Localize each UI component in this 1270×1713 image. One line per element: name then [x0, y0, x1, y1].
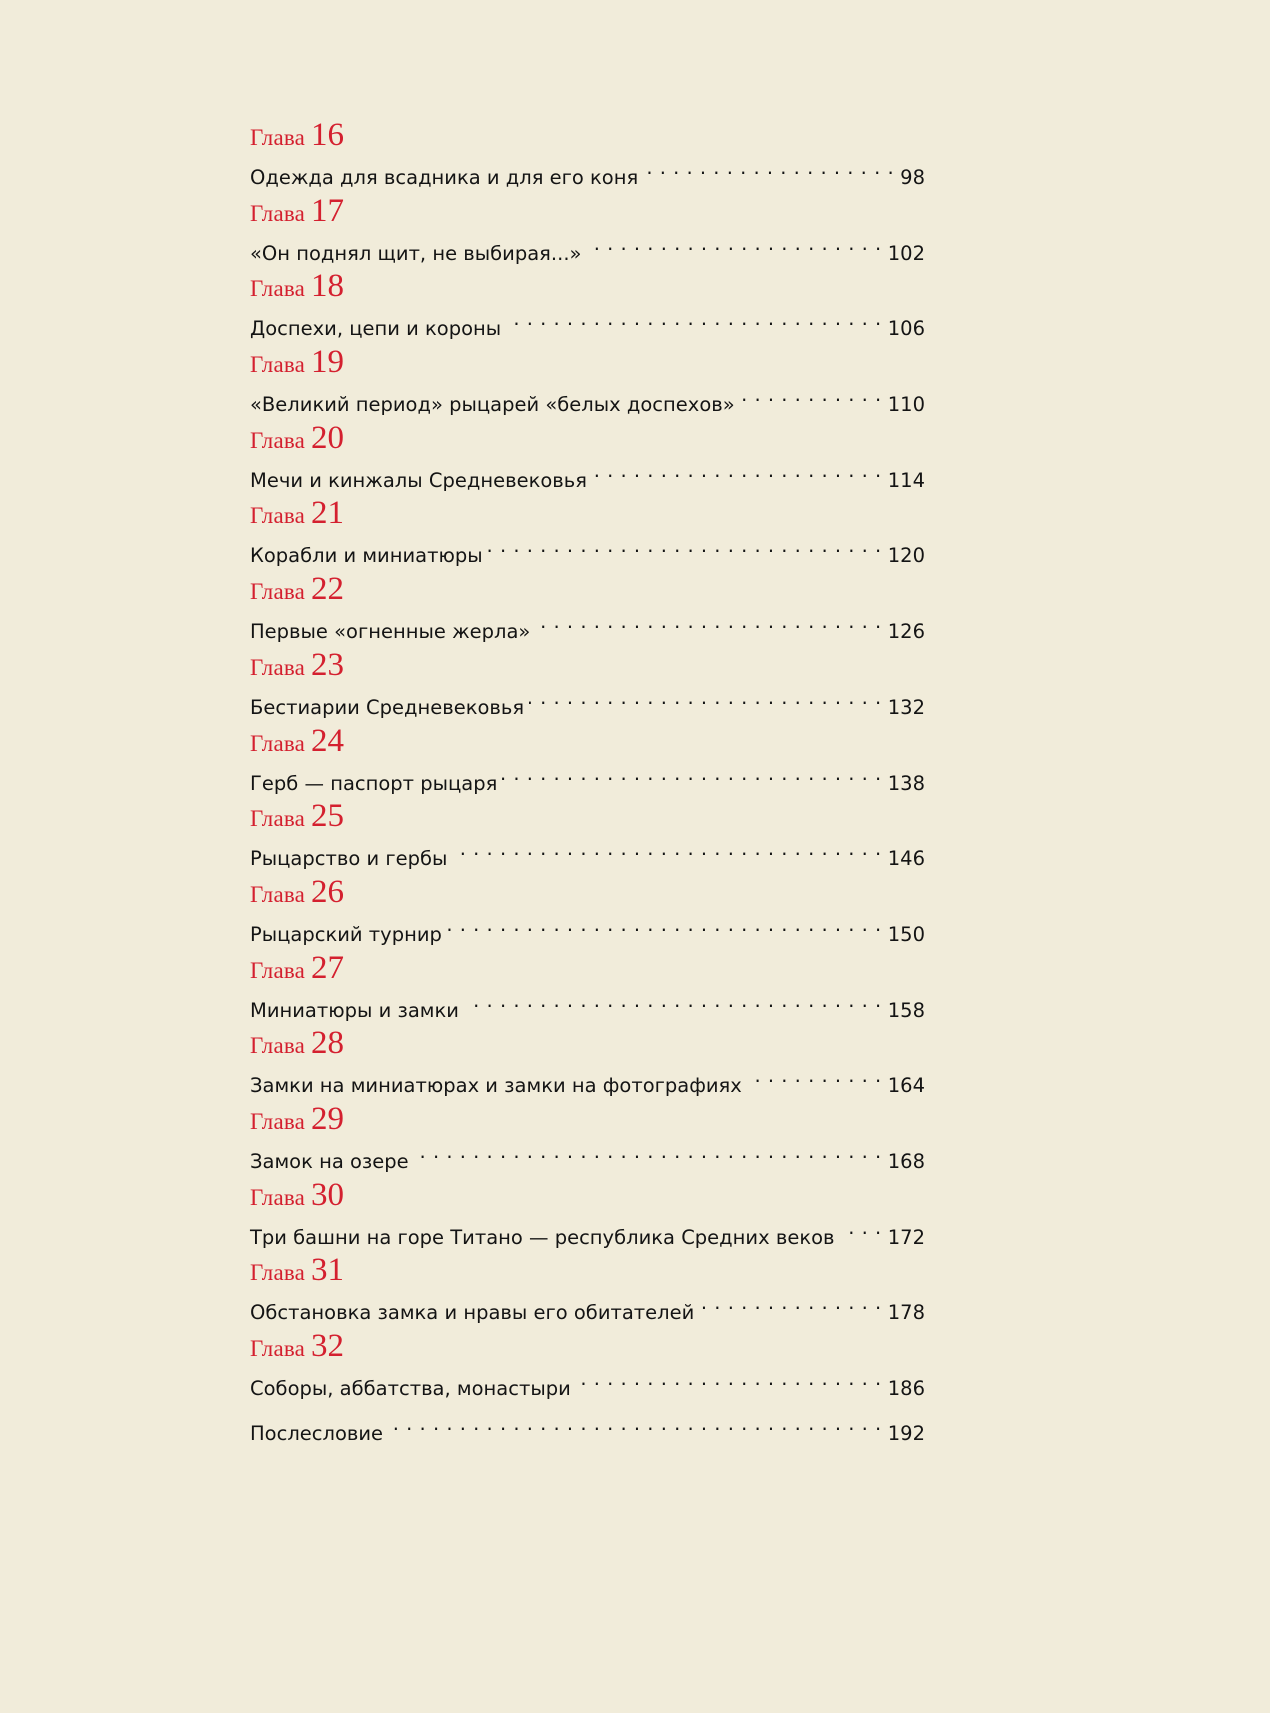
chapter-title: Обстановка замка и нравы его обитателей	[250, 1301, 695, 1325]
chapter-heading	[250, 421, 925, 455]
chapter-number: 19	[311, 344, 345, 381]
page-number: 106	[887, 317, 925, 341]
chapter-title: Рыцарство и гербы	[250, 847, 448, 871]
dot-leader	[586, 228, 881, 260]
chapter-title: Герб — паспорт рыцаря	[250, 771, 498, 795]
chapter-block	[250, 1102, 925, 1178]
page-number: 110	[887, 393, 925, 417]
dot-leader	[840, 1212, 882, 1244]
toc-entry[interactable]	[250, 833, 925, 871]
afterword-entry[interactable]	[250, 1408, 925, 1445]
chapter-number: 27	[311, 949, 345, 986]
dot-leader	[488, 530, 882, 562]
chapter-label: Глава	[250, 579, 306, 605]
chapter-block	[250, 875, 925, 951]
toc-entry[interactable]	[250, 530, 925, 568]
chapter-heading	[250, 1026, 925, 1060]
toc-entry[interactable]	[250, 606, 925, 644]
dot-leader	[535, 606, 881, 638]
table-of-contents	[250, 117, 925, 1445]
chapter-label: Глава	[250, 200, 306, 226]
chapter-label: Глава	[250, 957, 306, 983]
page-number: 178	[887, 1301, 925, 1325]
page-number: 126	[887, 620, 925, 644]
chapter-title: Мечи и кинжалы Средневековья	[250, 468, 587, 492]
chapter-title: Первые «огненные жерла»	[250, 620, 531, 644]
chapter-title: «Великий период» рыцарей «белых доспехов»	[250, 393, 735, 417]
dot-leader	[447, 909, 882, 941]
chapter-block	[250, 1178, 925, 1254]
chapter-label: Глава	[250, 503, 306, 529]
chapter-number: 17	[311, 192, 345, 229]
chapter-title: Замки на миниатюрах и замки на фотографиях	[250, 1074, 742, 1098]
chapter-number: 18	[311, 268, 345, 305]
chapter-heading	[250, 572, 925, 606]
page-number: 102	[887, 241, 925, 265]
chapter-number: 23	[311, 646, 345, 683]
dot-leader	[747, 1060, 882, 1092]
toc-entry[interactable]	[250, 758, 925, 795]
chapter-title: Бестиарии Средневековья	[250, 695, 525, 719]
chapter-label: Глава	[250, 1033, 306, 1059]
chapter-number: 20	[311, 419, 345, 456]
chapter-heading	[250, 1178, 925, 1212]
chapter-number: 32	[311, 1328, 345, 1364]
chapter-heading	[250, 1329, 925, 1363]
chapter-block	[250, 118, 925, 194]
chapter-label: Глава	[250, 1260, 306, 1286]
chapter-label: Глава	[250, 352, 306, 378]
chapter-heading	[250, 875, 925, 909]
page-number: 172	[887, 1225, 925, 1249]
chapter-block	[250, 1253, 925, 1329]
page-number: 186	[887, 1377, 925, 1400]
chapter-title: Миниатюры и замки	[250, 998, 459, 1022]
chapter-title: Доспехи, цепи и короны	[250, 317, 502, 341]
chapter-title: Рыцарский турнир	[250, 922, 442, 946]
chapter-block	[250, 1026, 925, 1102]
toc-entry[interactable]	[250, 682, 925, 719]
toc-entry[interactable]	[250, 152, 925, 189]
dot-leader	[643, 152, 894, 184]
page-number: 138	[887, 771, 925, 795]
chapter-title: Корабли и миниатюры	[250, 544, 483, 568]
dot-leader	[414, 1136, 882, 1168]
chapter-heading	[250, 648, 925, 682]
dot-leader	[452, 833, 881, 865]
page-number: 146	[887, 847, 925, 871]
page-number: 158	[887, 998, 925, 1022]
chapter-number: 31	[311, 1252, 345, 1289]
page-number: 132	[887, 695, 925, 719]
chapter-number: 25	[311, 798, 345, 835]
dot-leader	[576, 1363, 882, 1395]
page-number: 164	[887, 1074, 925, 1098]
chapter-block	[250, 496, 925, 572]
chapter-heading	[250, 951, 925, 985]
chapter-label: Глава	[250, 1108, 306, 1134]
toc-entry[interactable]	[250, 303, 925, 341]
chapter-number: 29	[311, 1100, 345, 1137]
chapter-number: 28	[311, 1025, 345, 1062]
chapter-heading	[250, 799, 925, 833]
page-number: 114	[887, 468, 925, 492]
dot-leader	[592, 455, 882, 487]
toc-entry[interactable]	[250, 985, 925, 1022]
chapter-list	[250, 118, 925, 1405]
chapter-block	[250, 1329, 925, 1405]
chapter-title: Одежда для всадника и для его коня	[250, 166, 639, 189]
dot-leader	[388, 1408, 882, 1440]
chapter-title: Три башни на горе Титано — республика Средних веков	[250, 1225, 835, 1249]
chapter-label: Глава	[250, 806, 306, 832]
toc-entry[interactable]	[250, 1136, 925, 1173]
page-number: 168	[887, 1149, 925, 1173]
toc-entry[interactable]	[250, 228, 925, 265]
chapter-block	[250, 345, 925, 421]
chapter-number: 22	[311, 571, 345, 608]
toc-entry[interactable]	[250, 379, 925, 417]
chapter-title: «Он поднял щит, не выбирая...»	[250, 241, 582, 265]
chapter-heading	[250, 1102, 925, 1136]
chapter-heading	[250, 724, 925, 758]
chapter-title: Замок на озере	[250, 1149, 409, 1173]
page-number: 120	[887, 544, 925, 568]
chapter-number: 30	[311, 1176, 345, 1213]
chapter-block	[250, 421, 925, 497]
dot-leader	[506, 303, 882, 335]
chapter-label: Глава	[250, 730, 306, 756]
page-number: 98	[900, 166, 925, 189]
dot-leader	[502, 758, 881, 790]
chapter-number: 24	[311, 722, 345, 759]
chapter-block	[250, 724, 925, 800]
chapter-title: Соборы, аббатства, монастыри	[250, 1377, 571, 1400]
toc-entry[interactable]	[250, 1287, 925, 1325]
chapter-label: Глава	[250, 125, 306, 150]
dot-leader	[740, 379, 882, 411]
toc-entry[interactable]	[250, 1212, 925, 1249]
dot-leader	[529, 682, 882, 714]
afterword-title: Послесловие	[250, 1421, 384, 1445]
chapter-heading	[250, 1253, 925, 1287]
chapter-heading	[250, 194, 925, 228]
dot-leader	[699, 1287, 881, 1319]
chapter-label: Глава	[250, 881, 306, 907]
chapter-label: Глава	[250, 1336, 306, 1361]
chapter-heading	[250, 496, 925, 530]
chapter-heading	[250, 269, 925, 303]
toc-entry[interactable]	[250, 909, 925, 946]
toc-entry[interactable]	[250, 1363, 925, 1400]
chapter-label: Глава	[250, 427, 306, 453]
chapter-heading	[250, 118, 925, 152]
afterword-page-number: 192	[887, 1421, 925, 1445]
chapter-label: Глава	[250, 1184, 306, 1210]
chapter-block	[250, 194, 925, 270]
page-number: 150	[887, 922, 925, 946]
dot-leader	[464, 985, 882, 1017]
chapter-number: 21	[311, 495, 345, 532]
chapter-block	[250, 648, 925, 724]
chapter-number: 26	[311, 873, 345, 910]
chapter-block	[250, 269, 925, 345]
chapter-block	[250, 951, 925, 1027]
chapter-number: 16	[311, 117, 345, 153]
chapter-block	[250, 572, 925, 648]
toc-entry[interactable]	[250, 1060, 925, 1098]
chapter-heading	[250, 345, 925, 379]
chapter-label: Глава	[250, 276, 306, 302]
toc-entry[interactable]	[250, 455, 925, 492]
chapter-label: Глава	[250, 654, 306, 680]
chapter-block	[250, 799, 925, 875]
